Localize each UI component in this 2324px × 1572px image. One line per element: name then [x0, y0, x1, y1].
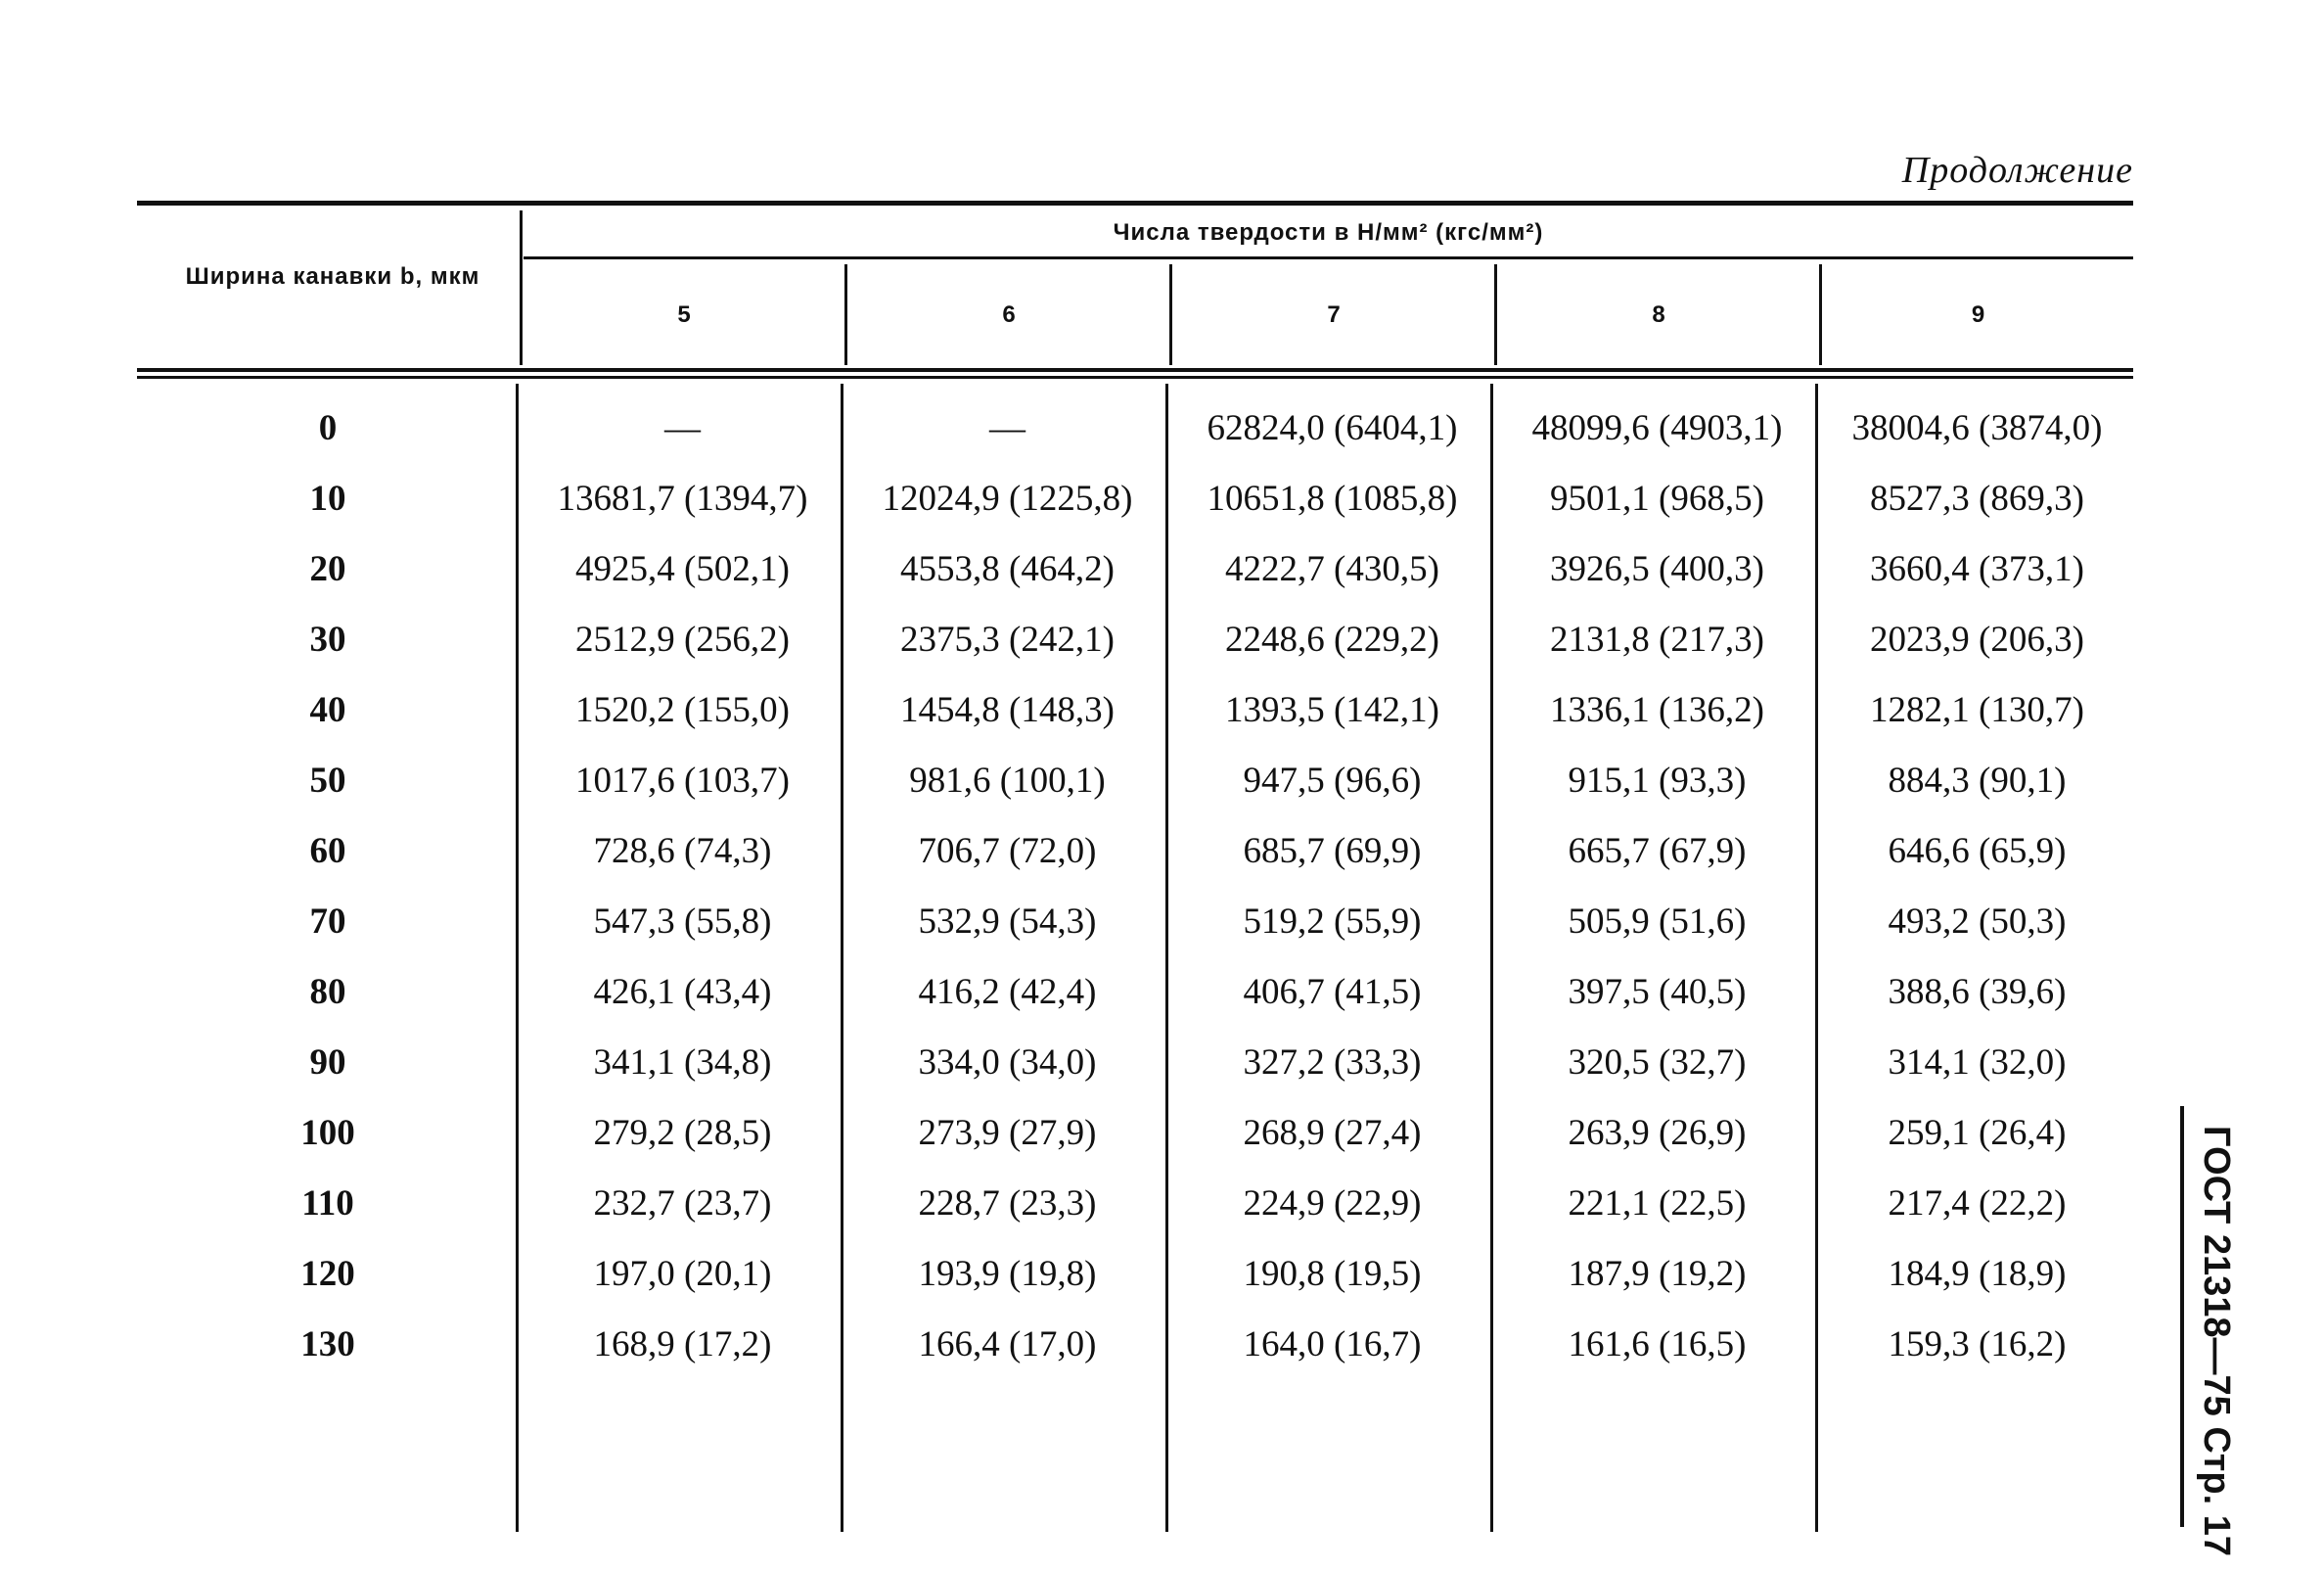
table-row — [137, 746, 2133, 816]
row-width-cell: 20 — [309, 549, 346, 589]
table-top-rule — [137, 201, 2133, 206]
value-cell: 493,2 (50,3) — [1888, 902, 2067, 942]
value-cell: 184,9 (18,9) — [1888, 1254, 2067, 1294]
value-cell: 397,5 (40,5) — [1568, 972, 1747, 1012]
row-header-label: Ширина канавки b, мкм — [185, 263, 480, 290]
value-cell: 38004,6 (3874,0) — [1851, 408, 2103, 448]
table-row — [137, 534, 2133, 605]
table-row — [137, 887, 2133, 957]
table-row — [137, 957, 2133, 1028]
header-divider-9 — [1819, 264, 1822, 365]
value-cell: 1454,8 (148,3) — [900, 690, 1115, 730]
column-header-7: 7 — [1327, 301, 1341, 328]
value-cell: — — [664, 408, 701, 448]
value-cell: 665,7 (67,9) — [1568, 831, 1747, 871]
row-width-cell: 110 — [301, 1183, 354, 1224]
value-cell: 221,1 (22,5) — [1568, 1183, 1747, 1224]
group-header-label: Числа твердости в Н/мм² (кгс/мм²) — [1113, 219, 1544, 246]
value-cell: 62824,0 (6404,1) — [1207, 408, 1458, 448]
value-cell: 3660,4 (373,1) — [1870, 549, 2084, 589]
value-cell: 327,2 (33,3) — [1243, 1042, 1422, 1083]
value-cell: 217,4 (22,2) — [1888, 1183, 2067, 1224]
value-cell: 426,1 (43,4) — [593, 972, 772, 1012]
value-cell: 406,7 (41,5) — [1243, 972, 1422, 1012]
column-header-6: 6 — [1002, 301, 1016, 328]
value-cell: 4553,8 (464,2) — [900, 549, 1115, 589]
value-cell: 263,9 (26,9) — [1568, 1113, 1747, 1153]
row-width-cell: 80 — [309, 972, 346, 1012]
value-cell: — — [989, 408, 1025, 448]
row-width-cell: 130 — [300, 1324, 355, 1364]
column-header-9: 9 — [1971, 301, 1985, 328]
value-cell: 166,4 (17,0) — [918, 1324, 1097, 1364]
header-divider-7 — [1169, 264, 1172, 365]
value-cell: 646,6 (65,9) — [1888, 831, 2067, 871]
value-cell: 416,2 (42,4) — [918, 972, 1097, 1012]
header-bottom-rule-1 — [137, 368, 2133, 372]
value-cell: 4925,4 (502,1) — [575, 549, 790, 589]
value-cell: 48099,6 (4903,1) — [1531, 408, 1783, 448]
value-cell: 685,7 (69,9) — [1243, 831, 1422, 871]
value-cell: 1017,6 (103,7) — [575, 761, 790, 801]
value-cell: 2375,3 (242,1) — [900, 620, 1115, 660]
row-width-cell: 0 — [318, 408, 338, 448]
value-cell: 314,1 (32,0) — [1888, 1042, 2067, 1083]
row-width-cell: 120 — [300, 1254, 355, 1294]
value-cell: 259,1 (26,4) — [1888, 1113, 2067, 1153]
value-cell: 1520,2 (155,0) — [575, 690, 790, 730]
value-cell: 187,9 (19,2) — [1568, 1254, 1747, 1294]
value-cell: 519,2 (55,9) — [1243, 902, 1422, 942]
value-cell: 8527,3 (869,3) — [1870, 479, 2084, 519]
table-row — [137, 1239, 2133, 1310]
value-cell: 197,0 (20,1) — [593, 1254, 772, 1294]
value-cell: 2131,8 (217,3) — [1550, 620, 1764, 660]
table-row — [137, 1310, 2133, 1380]
value-cell: 193,9 (19,8) — [918, 1254, 1097, 1294]
continuation-label: Продолжение — [1901, 150, 2133, 191]
value-cell: 706,7 (72,0) — [918, 831, 1097, 871]
row-width-cell: 40 — [309, 690, 346, 730]
column-header-8: 8 — [1652, 301, 1665, 328]
value-cell: 981,6 (100,1) — [909, 761, 1106, 801]
header-bottom-rule-2 — [137, 376, 2133, 379]
value-cell: 273,9 (27,9) — [918, 1113, 1097, 1153]
group-header-rule — [524, 256, 2133, 259]
header-divider-width — [520, 210, 523, 365]
value-cell: 728,6 (74,3) — [593, 831, 772, 871]
value-cell: 228,7 (23,3) — [918, 1183, 1097, 1224]
value-cell: 388,6 (39,6) — [1888, 972, 2067, 1012]
value-cell: 1393,5 (142,1) — [1225, 690, 1439, 730]
header-divider-6 — [844, 264, 847, 365]
value-cell: 161,6 (16,5) — [1568, 1324, 1747, 1364]
value-cell: 268,9 (27,4) — [1243, 1113, 1422, 1153]
value-cell: 12024,9 (1225,8) — [882, 479, 1133, 519]
table-row — [137, 464, 2133, 534]
value-cell: 505,9 (51,6) — [1568, 902, 1747, 942]
value-cell: 915,1 (93,3) — [1568, 761, 1747, 801]
row-width-cell: 100 — [300, 1113, 355, 1153]
table-row — [137, 605, 2133, 675]
row-width-cell: 30 — [309, 620, 346, 660]
value-cell: 224,9 (22,9) — [1243, 1183, 1422, 1224]
table-row — [137, 816, 2133, 887]
value-cell: 320,5 (32,7) — [1568, 1042, 1747, 1083]
row-width-cell: 70 — [309, 902, 346, 942]
value-cell: 2023,9 (206,3) — [1870, 620, 2084, 660]
side-rule — [2180, 1106, 2184, 1527]
column-header-5: 5 — [677, 301, 691, 328]
value-cell: 159,3 (16,2) — [1888, 1324, 2067, 1364]
value-cell: 3926,5 (400,3) — [1550, 549, 1764, 589]
value-cell: 1282,1 (130,7) — [1870, 690, 2084, 730]
header-divider-8 — [1494, 264, 1497, 365]
value-cell: 168,9 (17,2) — [593, 1324, 772, 1364]
table-row — [137, 393, 2133, 464]
table-row — [137, 675, 2133, 746]
value-cell: 13681,7 (1394,7) — [557, 479, 808, 519]
value-cell: 10651,8 (1085,8) — [1207, 479, 1458, 519]
table-row — [137, 1028, 2133, 1098]
row-width-cell: 50 — [309, 761, 346, 801]
table-row — [137, 1098, 2133, 1169]
value-cell: 2512,9 (256,2) — [575, 620, 790, 660]
value-cell: 232,7 (23,7) — [593, 1183, 772, 1224]
value-cell: 9501,1 (968,5) — [1550, 479, 1764, 519]
value-cell: 341,1 (34,8) — [593, 1042, 772, 1083]
table-row — [137, 1169, 2133, 1239]
value-cell: 532,9 (54,3) — [918, 902, 1097, 942]
page-footer-label: ГОСТ 21318—75 Стр. 17 — [2196, 1126, 2237, 1557]
value-cell: 547,3 (55,8) — [593, 902, 772, 942]
value-cell: 2248,6 (229,2) — [1225, 620, 1439, 660]
value-cell: 1336,1 (136,2) — [1550, 690, 1764, 730]
row-width-cell: 90 — [309, 1042, 346, 1083]
value-cell: 4222,7 (430,5) — [1225, 549, 1439, 589]
row-width-cell: 60 — [309, 831, 346, 871]
value-cell: 164,0 (16,7) — [1243, 1324, 1422, 1364]
value-cell: 884,3 (90,1) — [1888, 761, 2067, 801]
value-cell: 334,0 (34,0) — [918, 1042, 1097, 1083]
value-cell: 947,5 (96,6) — [1243, 761, 1422, 801]
value-cell: 279,2 (28,5) — [593, 1113, 772, 1153]
row-width-cell: 10 — [309, 479, 346, 519]
value-cell: 190,8 (19,5) — [1243, 1254, 1422, 1294]
